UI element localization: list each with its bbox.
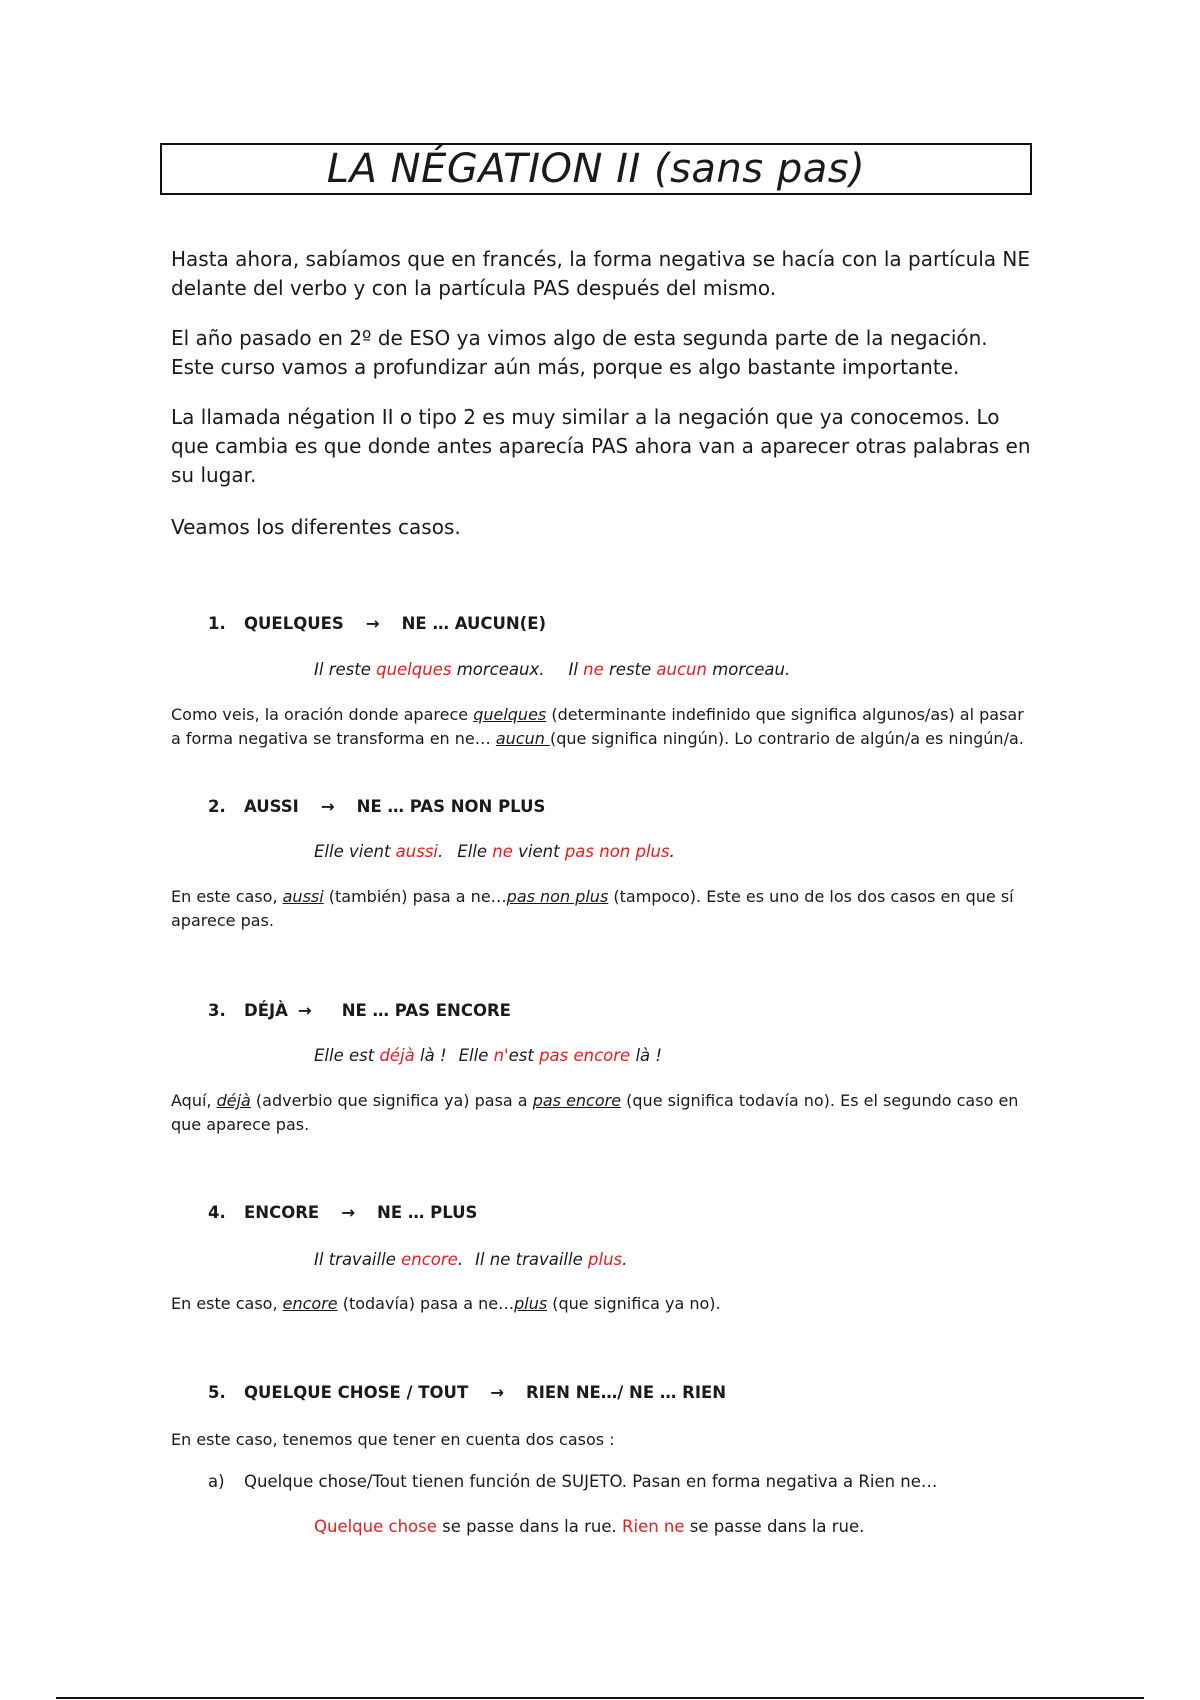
arrow-icon: → bbox=[490, 1383, 505, 1402]
footer-divider bbox=[56, 1697, 1144, 1699]
explanation: Como veis, la oración donde aparece quelques (determinante indefinido que significa algunos/as) al pasar a forma negativa se transforma en ne… aucun (que significa ningún). Lo contrario de algún/a es ningún/a. bbox=[171, 705, 1024, 748]
example-sentence: Quelque chose se passe dans la rue. Rien ne se passe dans la rue. bbox=[314, 1517, 865, 1536]
intro-paragraph: El año pasado en 2º de ESO ya vimos algo de esta segunda parte de la negación. Este curso vamos a profundizar aún más, porque es algo bastante importante. bbox=[171, 326, 988, 379]
example-sentence: Il travaille encore. Il ne travaille plus. bbox=[314, 1250, 628, 1269]
example-sentence: Elle vient aussi. Elle ne vient pas non plus. bbox=[314, 842, 675, 861]
explanation: Aquí, déjà (adverbio que significa ya) pasa a pas encore (que significa todavía no). Es el segundo caso en que aparece pas. bbox=[171, 1091, 1019, 1134]
section-heading-deja: 3. DÉJÀ → NE … PAS ENCORE bbox=[208, 1001, 511, 1020]
page-title: LA NÉGATION II (sans pas) bbox=[326, 146, 866, 192]
intro-paragraph: Hasta ahora, sabíamos que en francés, la forma negativa se hacía con la partícula NE delante del verbo y con la partícula PAS después del mismo. bbox=[171, 247, 1031, 300]
section-heading-quelque-chose: 5. QUELQUE CHOSE / TOUT → RIEN NE…/ NE … RIEN bbox=[208, 1383, 727, 1402]
section-heading-encore: 4. ENCORE → NE … PLUS bbox=[208, 1203, 478, 1222]
example-sentence: Il reste quelques morceaux. Il ne reste aucun morceau. bbox=[314, 660, 791, 679]
arrow-icon: → bbox=[341, 1203, 356, 1222]
sub-case-a: a) Quelque chose/Tout tienen función de SUJETO. Pasan en forma negativa a Rien ne… bbox=[208, 1472, 938, 1491]
title-box bbox=[160, 143, 1032, 195]
arrow-icon: → bbox=[365, 614, 380, 633]
explanation: En este caso, encore (todavía) pasa a ne…plus (que significa ya no). bbox=[171, 1294, 721, 1313]
example-sentence: Elle est déjà là ! Elle n'est pas encore là ! bbox=[314, 1046, 663, 1065]
arrow-icon: → bbox=[320, 797, 335, 816]
intro-paragraph: La llamada négation II o tipo 2 es muy similar a la negación que ya conocemos. Lo que cambia es que donde antes aparecía PAS ahora van a aparecer otras palabras en su lugar. bbox=[171, 405, 1031, 487]
intro-paragraph: Veamos los diferentes casos. bbox=[171, 515, 461, 539]
section-heading-quelques: 1. QUELQUES → NE … AUCUN(E) bbox=[208, 614, 547, 633]
arrow-icon: → bbox=[297, 1001, 312, 1020]
explanation: En este caso, tenemos que tener en cuenta dos casos : bbox=[171, 1430, 615, 1449]
section-heading-aussi: 2. AUSSI → NE … PAS NON PLUS bbox=[208, 797, 546, 816]
explanation: En este caso, aussi (también) pasa a ne…pas non plus (tampoco). Este es uno de los dos casos en que sí aparece pas. bbox=[171, 887, 1014, 930]
